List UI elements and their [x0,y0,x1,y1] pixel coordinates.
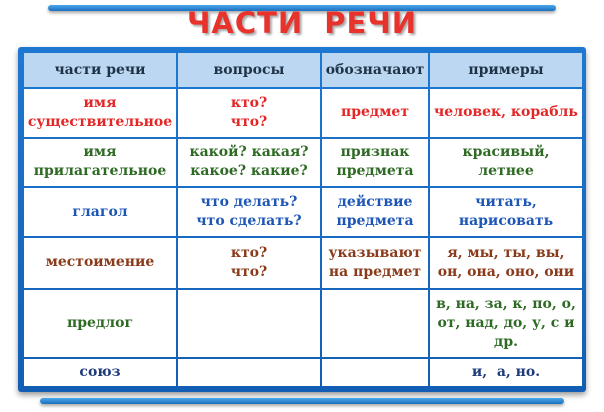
cell-line: признак [340,144,410,161]
cell-denotes [322,89,428,137]
cell-questions [178,238,320,288]
cell-denotes [322,238,428,288]
cell-examples [430,290,582,357]
cell-examples [430,238,582,288]
table-row [24,139,582,187]
cell-questions [178,359,320,386]
cell-line: глагол [72,203,128,220]
cell-line: предмета [336,163,414,180]
cell-line: действие [337,194,413,211]
cell-line: от, над, до, у, с и [437,314,575,331]
cell-line: существительное [27,113,173,130]
cell-questions [178,139,320,187]
cell-line: прилагательное [33,163,167,180]
cell-part [24,359,176,386]
cell-line: красивый, [462,144,550,161]
cell-line: что делать? [200,194,298,211]
page-title: ЧАСТИ РЕЧИ [186,6,418,40]
cell-examples [430,188,582,236]
table-row [24,290,582,357]
cell-line: кто? [230,94,268,111]
table-row [24,188,582,236]
cell-denotes [322,359,428,386]
cell-line: какой? какая? [189,144,309,161]
bottom-decorative-bar [40,398,564,404]
header-denotes: обозначают [322,53,428,87]
cell-denotes [322,188,428,236]
cell-line: читать, [475,194,537,211]
cell-line: др. [494,333,518,350]
cell-line: он, она, оно, они [437,263,575,280]
header-examples: примеры [430,53,582,87]
header-row [24,53,582,87]
cell-examples [430,89,582,137]
cell-line: предмет [340,104,410,121]
cell-line: человек, корабль [434,104,578,121]
cell-questions [178,188,320,236]
cell-part [24,89,176,137]
cell-line: кто? [230,244,268,261]
cell-part [24,238,176,288]
cell-examples [430,139,582,187]
cell-line: предлог [66,314,134,331]
table-row [24,238,582,288]
cell-line: имя [83,144,117,161]
cell-examples [430,359,582,386]
cell-line: я, мы, ты, вы, [447,244,565,261]
table-row [24,359,582,386]
cell-denotes [322,290,428,357]
table-row [24,89,582,137]
cell-line: и, а, но. [471,363,541,380]
header-part: части речи [24,53,176,87]
cell-line: летнее [478,163,534,180]
header-questions: вопросы [178,53,320,87]
cell-line: союз [79,363,121,380]
cell-line: что? [230,263,268,280]
cell-line: нарисовать [458,213,554,230]
cell-line: местоимение [45,254,155,271]
cell-line: какое? какие? [190,163,308,180]
cell-part [24,139,176,187]
cell-line: указывают [328,244,422,261]
cell-questions [178,290,320,357]
cell-line: имя [83,94,117,111]
cell-line: на предмет [328,263,422,280]
parts-of-speech-table [22,51,584,388]
cell-line: в, на, за, к, по, о, [436,295,576,312]
cell-part [24,188,176,236]
cell-line: что? [230,113,268,130]
cell-line: предмета [336,213,414,230]
cell-questions [178,89,320,137]
cell-line: что сделать? [196,213,302,230]
cell-part [24,290,176,357]
cell-denotes [322,139,428,187]
